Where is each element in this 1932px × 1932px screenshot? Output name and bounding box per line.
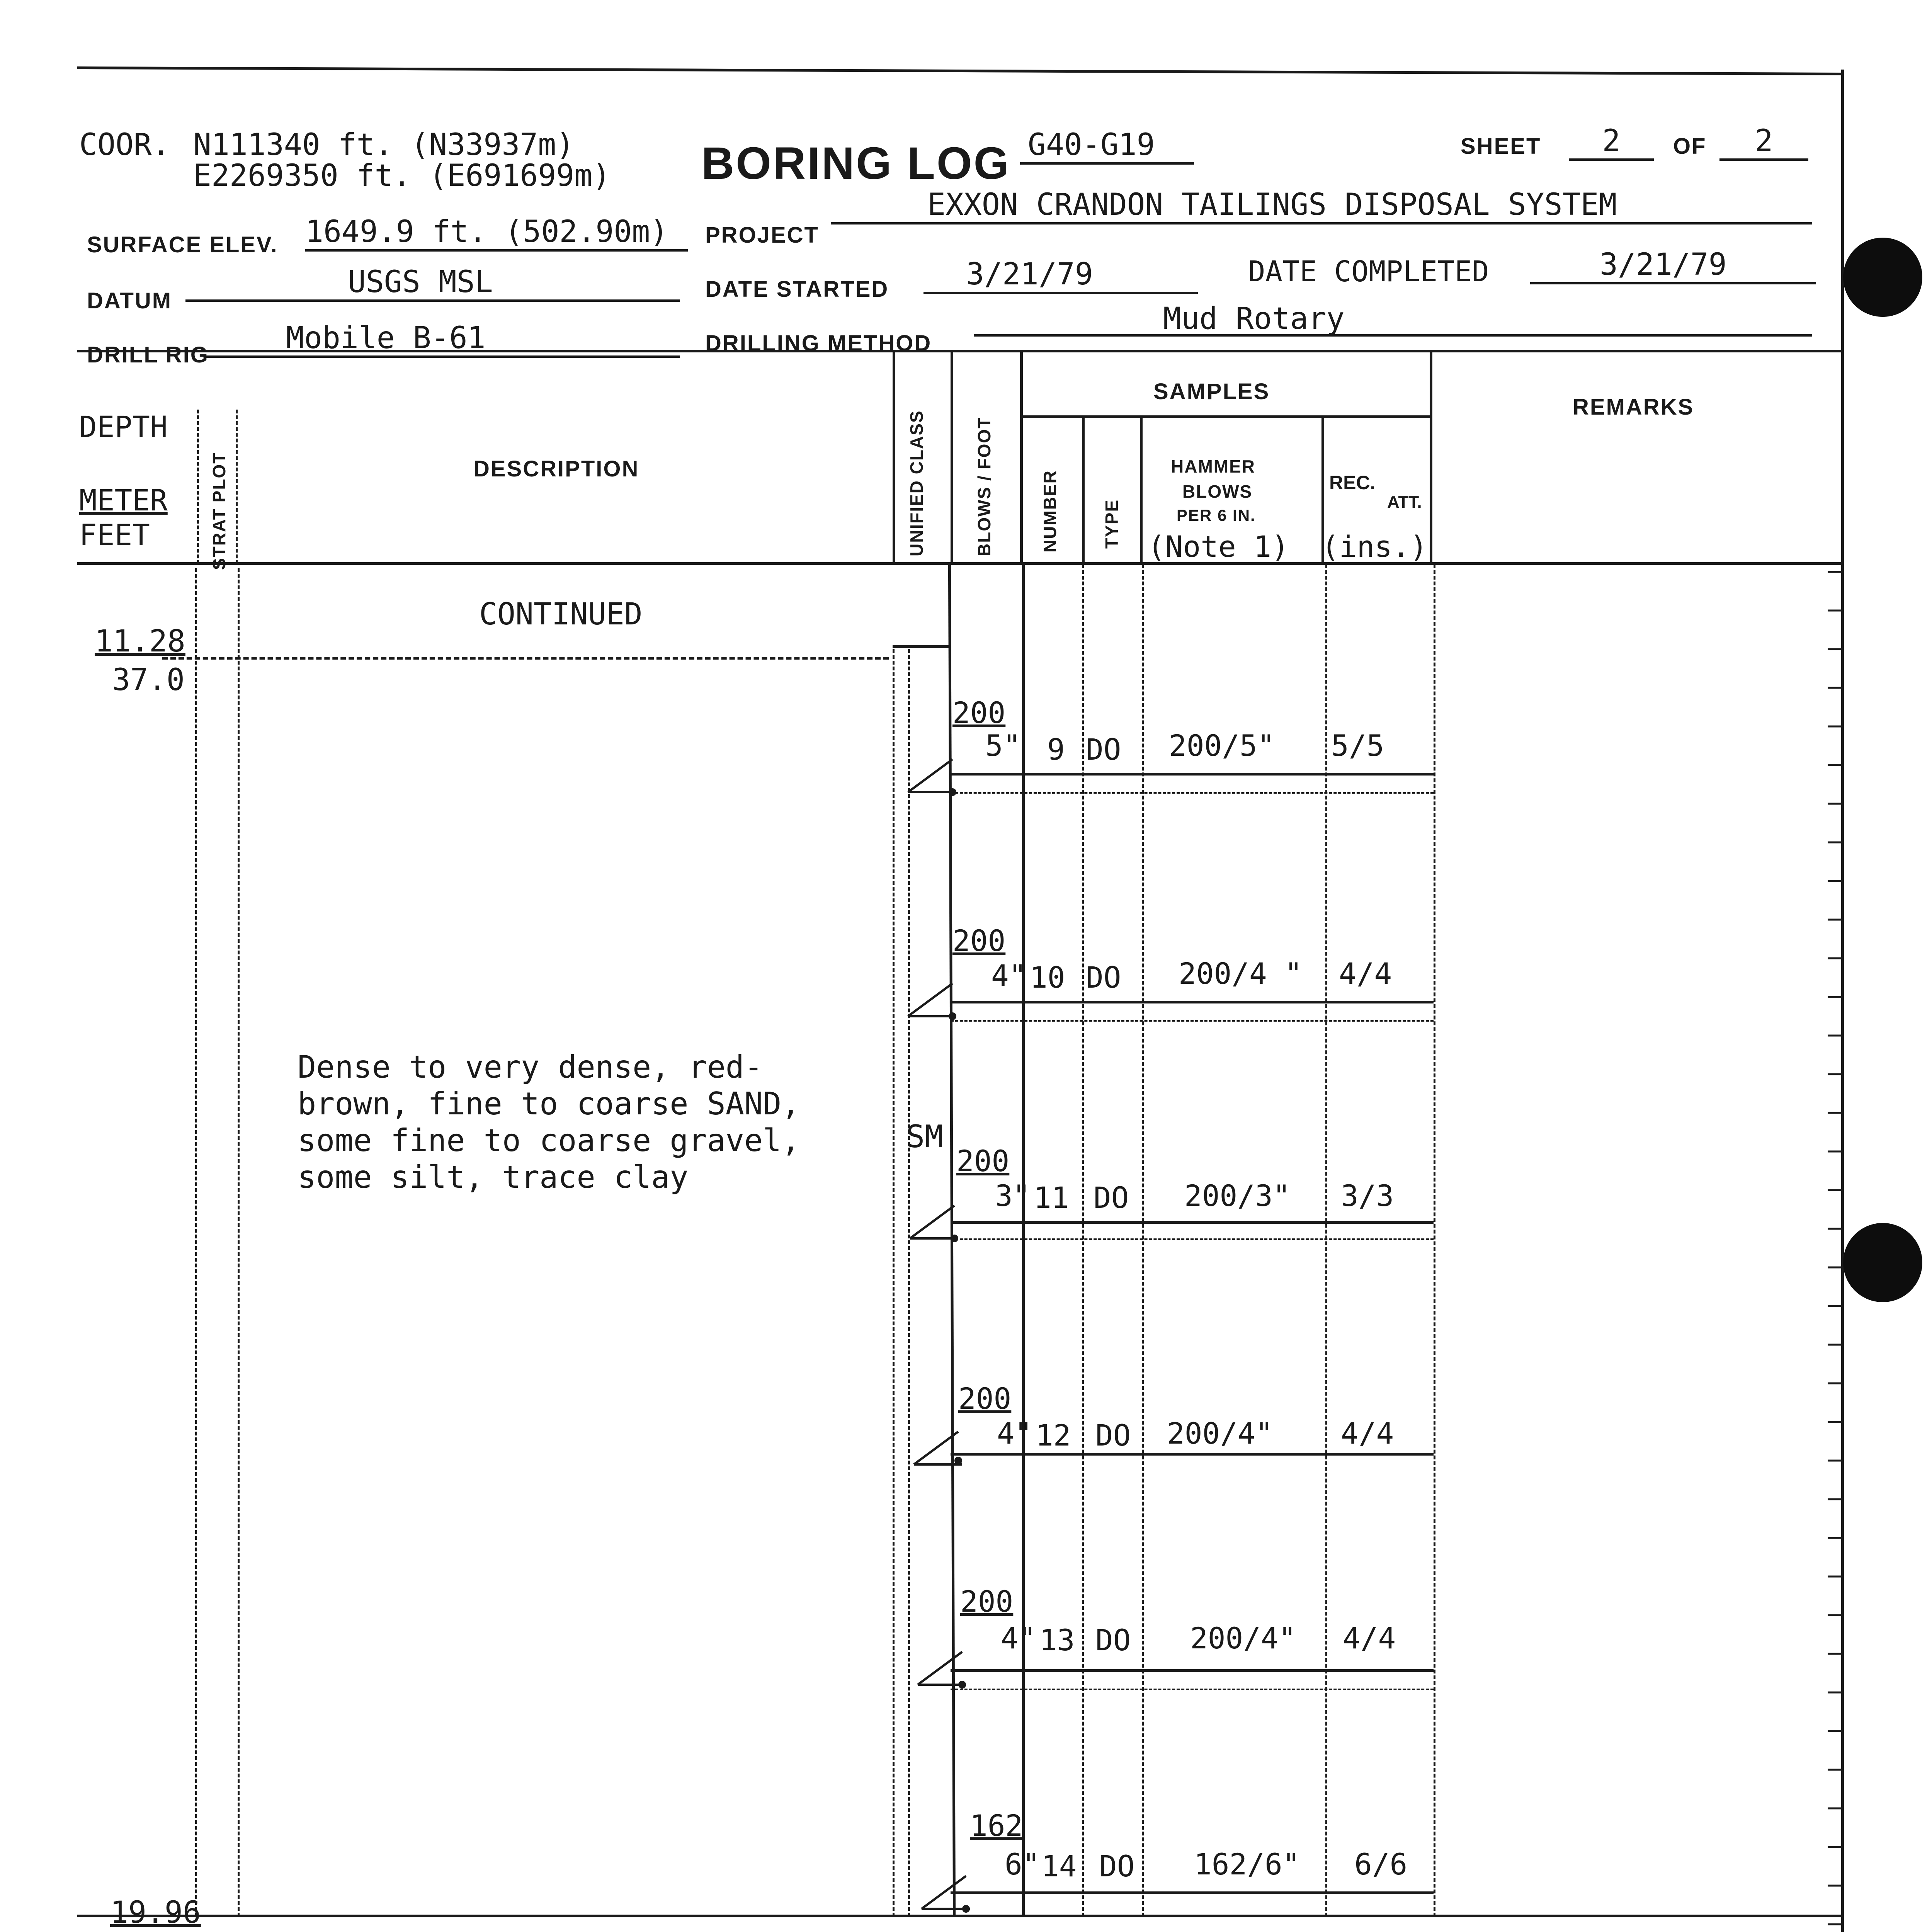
blows-top: 200 xyxy=(952,696,1006,730)
body-rec-left xyxy=(1325,564,1327,1917)
description-line-1: Dense to very dense, red- xyxy=(298,1049,763,1085)
grid-samples-left xyxy=(1020,350,1023,564)
sample-number: 9 xyxy=(1047,732,1065,767)
hammer-blows: 162/6" xyxy=(1194,1847,1300,1881)
sample-number: 14 xyxy=(1041,1849,1077,1883)
sample-marker xyxy=(904,753,958,800)
hammer-blows: 200/5" xyxy=(1169,728,1275,763)
col-unified-class: UNIFIED CLASS xyxy=(906,410,927,556)
grid-type-left xyxy=(1082,415,1085,564)
sample-marker xyxy=(904,978,958,1024)
punch-hole-middle xyxy=(1843,1223,1922,1302)
boring-id: G40-G19 xyxy=(1020,128,1194,165)
body-hammer-left xyxy=(1142,564,1144,1917)
col-att: ATT. xyxy=(1387,493,1422,512)
sample-bottom-line xyxy=(951,1453,1434,1456)
date-started: 3/21/79 xyxy=(923,257,1198,294)
blows-bottom: 4" xyxy=(1001,1621,1036,1655)
hammer-blows: 200/4" xyxy=(1167,1416,1273,1451)
grid-unified-left xyxy=(893,350,895,564)
blows-bottom: 3" xyxy=(995,1179,1031,1213)
surface-elev-label: SURFACE ELEV. xyxy=(87,232,278,257)
recovery: 4/4 xyxy=(1343,1621,1396,1655)
col-type: TYPE xyxy=(1102,499,1122,549)
col-rec: REC. xyxy=(1329,472,1376,493)
col-hammer-2: BLOWS xyxy=(1182,481,1253,502)
recovery: 5/5 xyxy=(1331,728,1384,763)
col-remarks: REMARKS xyxy=(1573,395,1694,420)
grid-samples-right xyxy=(1430,350,1432,564)
sheet-total: 2 xyxy=(1719,124,1808,161)
sample-type: DO xyxy=(1095,1623,1131,1657)
sample-bottom-dash xyxy=(951,792,1434,794)
recovery: 4/4 xyxy=(1341,1416,1394,1451)
blows-bottom: 6" xyxy=(1005,1847,1040,1881)
body-strat-right xyxy=(238,568,240,1917)
col-rec-units: (ins.) xyxy=(1321,529,1428,564)
col-hammer-1: HAMMER xyxy=(1171,456,1255,476)
body-depth-right xyxy=(195,568,197,1917)
continued-label: CONTINUED xyxy=(479,597,643,632)
contact-line xyxy=(162,657,889,660)
col-meter: METER xyxy=(79,483,168,517)
header-divider-2 xyxy=(77,562,1843,565)
sample-type: DO xyxy=(1094,1180,1129,1215)
recovery: 4/4 xyxy=(1339,956,1392,991)
sample-bottom-dash xyxy=(951,1020,1434,1022)
boring-log-title: BORING LOG xyxy=(701,138,1011,189)
top-depth-feet: 37.0 xyxy=(112,663,185,697)
col-blows-foot: BLOWS / FOOT xyxy=(974,417,994,556)
grid-depth-right xyxy=(197,410,199,564)
blows-bottom: 5" xyxy=(985,728,1021,763)
body-samples-left xyxy=(1022,564,1025,1917)
contact-line-unified xyxy=(893,645,951,648)
sample-number: 11 xyxy=(1034,1180,1069,1215)
drilling-method-label: DRILLING METHOD xyxy=(705,331,932,356)
sheet-label: SHEET xyxy=(1461,134,1541,159)
grid-strat-right xyxy=(236,410,238,564)
project-name: EXXON CRANDON TAILINGS DISPOSAL SYSTEM xyxy=(831,187,1812,224)
coor-northing: N111340 ft. (N33937m) xyxy=(193,128,575,162)
blows-top: 200 xyxy=(958,1381,1012,1416)
sample-marker xyxy=(914,1646,968,1692)
grid-hammer-left xyxy=(1140,415,1143,564)
sheet-number: 2 xyxy=(1569,124,1654,161)
date-completed-label: DATE COMPLETED xyxy=(1248,255,1489,288)
sample-bottom-line xyxy=(951,1669,1434,1672)
recovery: 3/3 xyxy=(1341,1179,1394,1213)
top-depth-meter: 11.28 xyxy=(95,624,185,659)
of-label: OF xyxy=(1673,134,1707,159)
sample-bottom-line xyxy=(951,1001,1434,1003)
date-completed: 3/21/79 xyxy=(1530,247,1816,284)
datum-value: USGS MSL xyxy=(185,265,680,302)
sample-number: 12 xyxy=(1036,1418,1071,1452)
col-hammer-3: PER 6 IN. xyxy=(1177,506,1256,524)
blows-bottom: 4" xyxy=(991,958,1027,993)
hammer-blows: 200/4 " xyxy=(1179,956,1303,991)
col-description: DESCRIPTION xyxy=(473,456,639,481)
blows-top: 200 xyxy=(956,1144,1010,1178)
bottom-depth-meter: 19.96 xyxy=(110,1895,201,1930)
date-started-label: DATE STARTED xyxy=(705,277,889,302)
sample-bottom-line xyxy=(951,1891,1434,1894)
drilling-method: Mud Rotary xyxy=(1163,301,1345,336)
sample-type: DO xyxy=(1086,960,1121,995)
grid-rec-left xyxy=(1321,415,1324,564)
blows-top: 200 xyxy=(960,1584,1014,1619)
col-hammer-note: (Note 1) xyxy=(1148,529,1289,564)
project-label: PROJECT xyxy=(705,223,819,248)
frame-top xyxy=(77,66,1843,75)
col-samples: SAMPLES xyxy=(1153,379,1270,404)
col-strat-plot: STRAT PLOT xyxy=(209,452,229,570)
datum-label: DATUM xyxy=(87,288,172,313)
sample-number: 10 xyxy=(1030,960,1065,995)
edge-tick-marks xyxy=(1824,564,1847,1932)
sample-bottom-dash xyxy=(951,1689,1434,1690)
sample-type: DO xyxy=(1099,1849,1135,1883)
hammer-blows: 200/4" xyxy=(1190,1621,1296,1655)
body-type-left xyxy=(1082,564,1084,1917)
description-line-2: brown, fine to coarse SAND, xyxy=(298,1086,800,1122)
drill-rig: Mobile B-61 xyxy=(205,321,680,358)
drilling-method-underline xyxy=(974,334,1812,337)
col-feet: FEET xyxy=(79,518,150,552)
col-depth: DEPTH xyxy=(79,410,168,444)
description-line-4: some silt, trace clay xyxy=(298,1159,689,1195)
punch-hole-top xyxy=(1843,238,1922,317)
body-rec-right xyxy=(1434,564,1435,1917)
sample-type: DO xyxy=(1086,732,1121,767)
body-unified-left xyxy=(893,649,895,1917)
body-unified-right xyxy=(908,649,910,1917)
sample-bottom-line xyxy=(951,1221,1434,1224)
recovery: 6/6 xyxy=(1354,1847,1408,1881)
blows-bottom: 4" xyxy=(997,1416,1032,1451)
grid-blows-left xyxy=(951,350,953,564)
description-line-3: some fine to coarse gravel, xyxy=(298,1122,800,1158)
coor-easting: E2269350 ft. (E691699m) xyxy=(193,158,611,193)
sample-number: 13 xyxy=(1039,1623,1075,1657)
sample-bottom-dash xyxy=(951,1238,1434,1240)
col-number: NUMBER xyxy=(1040,470,1060,553)
blows-top: 162 xyxy=(970,1808,1023,1843)
surface-elev: 1649.9 ft. (502.90m) xyxy=(305,214,688,252)
hammer-blows: 200/3" xyxy=(1184,1179,1291,1213)
unified-class-sm: SM xyxy=(906,1119,944,1155)
coor-label: COOR. xyxy=(79,128,170,162)
blows-top: 200 xyxy=(952,923,1006,958)
sample-bottom-line xyxy=(951,773,1434,776)
sample-marker xyxy=(906,1200,960,1246)
sample-marker xyxy=(918,1874,972,1920)
drill-rig-label: DRILL RIG xyxy=(87,342,209,367)
sample-type: DO xyxy=(1095,1418,1131,1452)
sample-marker xyxy=(910,1426,964,1472)
